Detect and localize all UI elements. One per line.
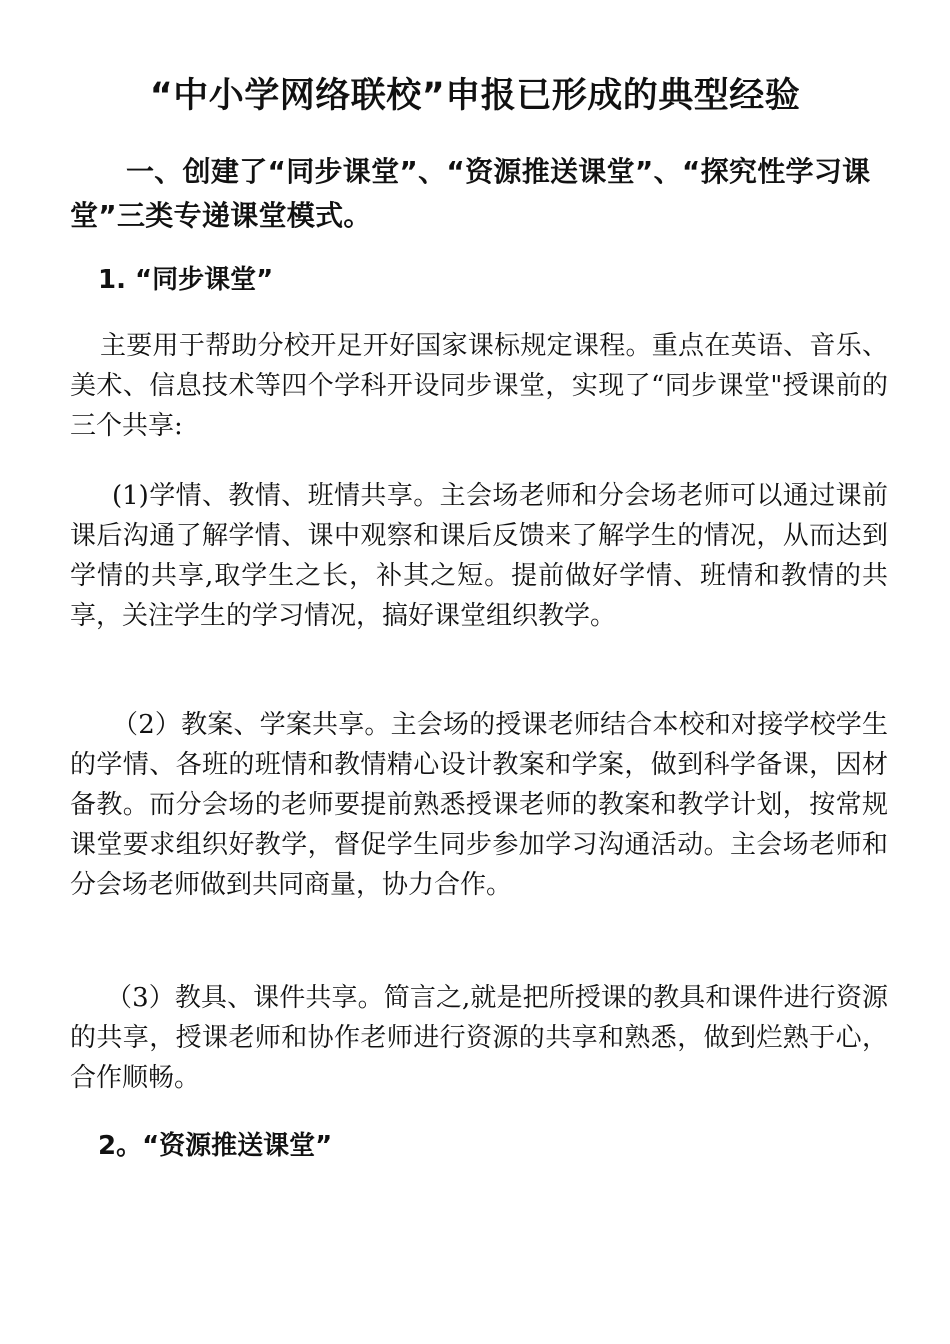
section-heading: 一、创建了“同步课堂”、“资源推送课堂”、“探究性学习课堂”三类专递课堂模式。 [70, 155, 871, 232]
subsection-heading-sync-class: 1. “同步课堂” [98, 265, 274, 295]
paragraph-intro: 主要用于帮助分校开足开好国家课标规定课程。重点在英语、音乐、美术、信息技术等四个学科开设同步课堂，实现了“同步课堂"授课前的三个共享: [70, 331, 888, 441]
document-title: “中小学网络联校”申报已形成的典型经验 [149, 76, 801, 116]
paragraph-item-3: （3）教具、课件共享。简言之,就是把所授课的教具和课件进行资源的共享，授课老师和协作老师进行资源的共享和熟悉，做到烂熟于心，合作顺畅。 [70, 983, 888, 1093]
paragraph-item-2: （2）教案、学案共享。主会场的授课老师结合本校和对接学校学生的学情、各班的班情和教情精心设计教案和学案，做到科学备课，因材备教。而分会场的老师要提前熟悉授课老师的教案和教学计划，按常规课堂要求组织好教学，督促学生同步参加学习沟通活动。主会场老师和分会场老师做到共同商量，协力合作。 [70, 710, 888, 900]
subsection-heading-resource-class: 2。“资源推送课堂” [98, 1131, 333, 1161]
paragraph-item-1: (1)学情、教情、班情共享。主会场老师和分会场老师可以通过课前课后沟通了解学情、课中观察和课后反馈来了解学生的情况，从而达到学情的共享,取学生之长，补其之短。提前做好学情、班情和教情的共享，关注学生的学习情况，搞好课堂组织教学。 [70, 481, 888, 631]
